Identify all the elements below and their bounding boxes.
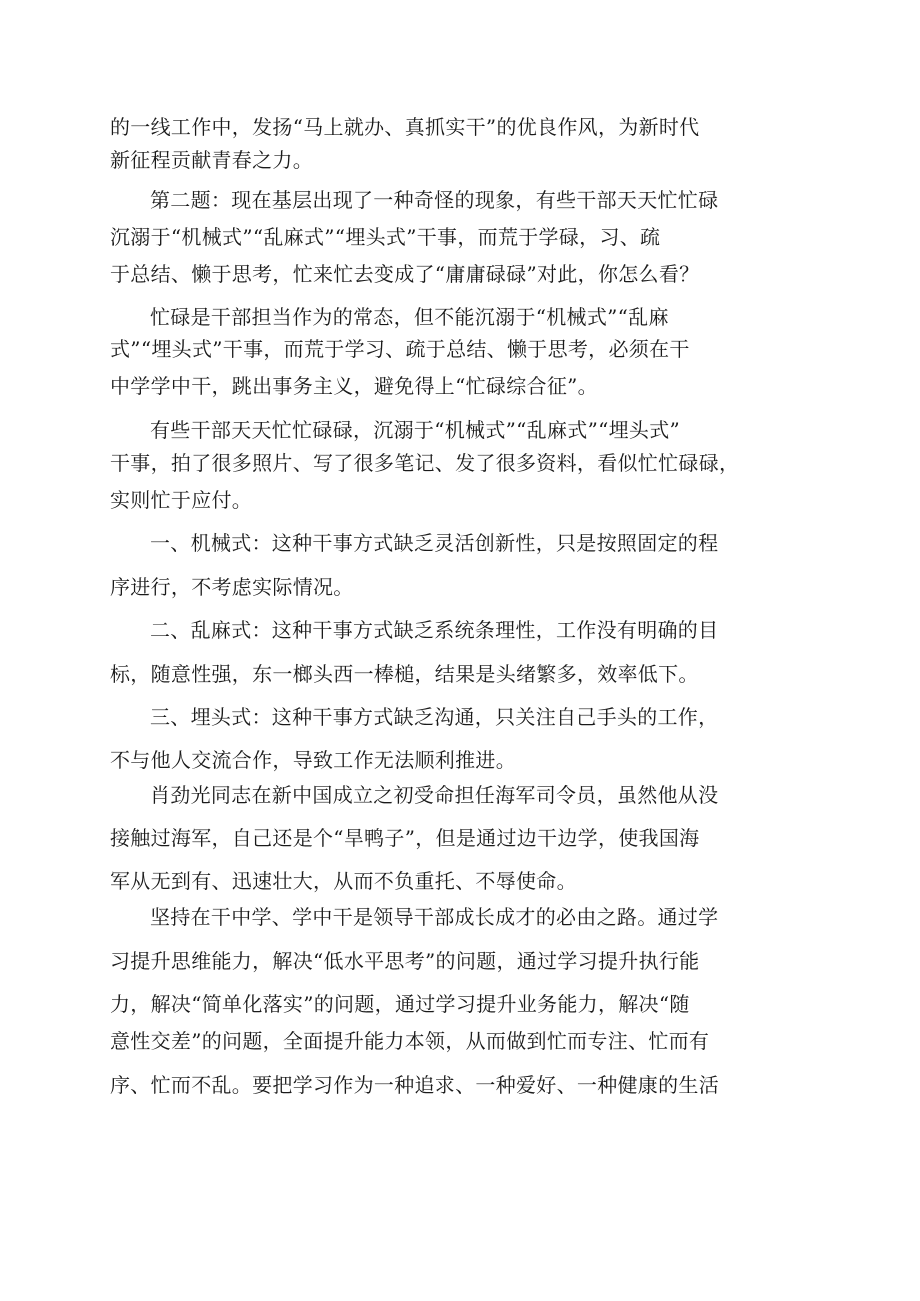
paragraph-line: 忙碌是干部担当作为的常态，但不能沉溺于“机械式”“乱麻 <box>150 305 669 329</box>
paragraph-line: 力，解决“简单化落实”的问题，通过学习提升业务能力，解决“随 <box>110 992 690 1016</box>
paragraph-line: 一、机械式：这种干事方式缺乏灵活创新性，只是按照固定的程 <box>150 531 719 555</box>
paragraph-line: 标，随意性强，东一榔头西一棒槌，结果是头绪繁多，效率低下。 <box>110 662 699 686</box>
paragraph-line: 习提升思维能力，解决“低水平思考”的问题，通过学习提升执行能 <box>110 949 700 973</box>
paragraph-line: 实则忙于应付。 <box>110 488 253 512</box>
paragraph-line: 二、乱麻式：这种干事方式缺乏系统条理性，工作没有明确的目 <box>150 618 719 642</box>
paragraph-line: 干事，拍了很多照片、写了很多笔记、发了很多资料，看似忙忙碌碌， <box>110 451 740 475</box>
paragraph-line: 沉溺于“机械式”“乱麻式”“埋头式”干事，而荒于学碌，习、疏 <box>110 225 661 249</box>
paragraph-line: 的一线工作中，发扬“马上就办、真抓实干”的优良作风，为新时代 <box>110 115 700 139</box>
paragraph-line: 式”“埋头式”干事，而荒于学习、疏于总结、懒于思考，必须在干 <box>110 337 690 361</box>
paragraph-line: 于总结、懒于思考，忙来忙去变成了“庸庸碌碌”对此，你怎么看？ <box>110 262 700 286</box>
paragraph-line: 肖劲光同志在新中国成立之初受命担任海军司令员，虽然他从没 <box>150 783 719 807</box>
paragraph-line: 坚持在干中学、学中干是领导干部成长成才的必由之路。通过学 <box>150 905 719 929</box>
paragraph-line: 序、忙而不乱。要把学习作为一种追求、一种爱好、一种健康的生活 <box>110 1073 719 1097</box>
paragraph-line: 三、埋头式：这种干事方式缺乏沟通，只关注自己手头的工作， <box>150 705 719 729</box>
paragraph-line: 新征程贡献青春之力。 <box>110 148 313 172</box>
paragraph-line: 接触过海军，自己还是个“旱鸭子”，但是通过边干边学，使我国海 <box>110 826 700 850</box>
paragraph-line: 不与他人交流合作，导致工作无法顺利推进。 <box>110 748 516 772</box>
paragraph-line: 序进行，不考虑实际情况。 <box>110 575 354 599</box>
paragraph-line: 意性交差”的问题，全面提升能力本领，从而做到忙而专注、忙而有 <box>110 1029 710 1053</box>
paragraph-line: 中学学中干，跳出事务主义，避免得上“忙碌综合征”。 <box>110 374 598 398</box>
paragraph-line: 第二题：现在基层出现了一种奇怪的现象，有些干部天天忙忙碌 <box>150 188 719 212</box>
paragraph-line: 军从无到有、迅速壮大，从而不负重托、不辱使命。 <box>110 869 577 893</box>
paragraph-line: 有些干部天天忙忙碌碌，沉溺于“机械式”“乱麻式”“埋头式” <box>150 418 681 442</box>
